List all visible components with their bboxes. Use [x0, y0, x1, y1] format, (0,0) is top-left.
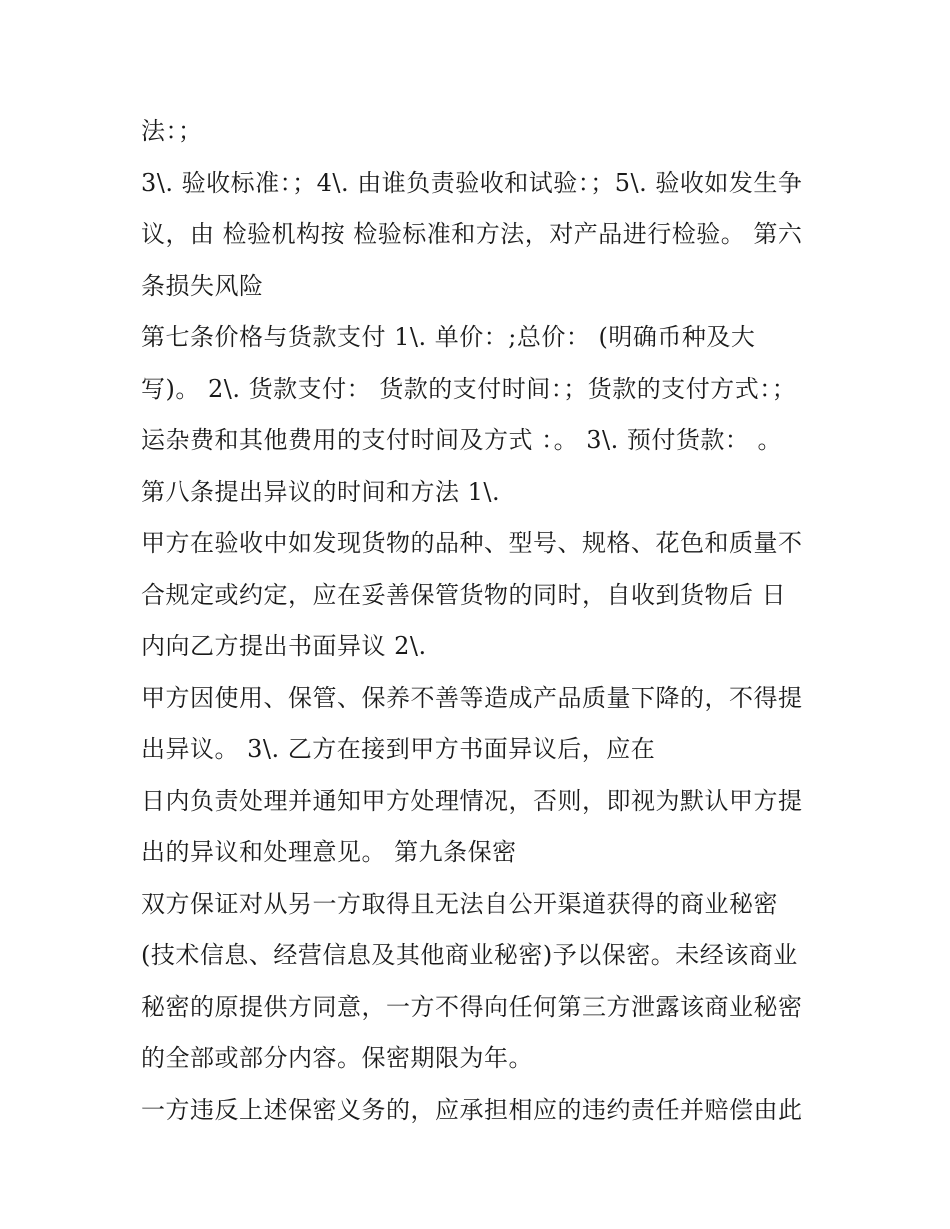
text-line: 法：；	[141, 117, 203, 145]
text-line: 第八条提出异议的时间和方法 1\.	[141, 477, 501, 506]
text-line: 出的异议和处理意见。 第九条保密	[141, 838, 517, 866]
text-line: (技术信息、经营信息及其他商业秘密)予以保密。未经该商业	[141, 941, 798, 969]
text-line: 甲方在验收中如发现货物的品种、型号、规格、花色和质量不	[141, 529, 803, 557]
text-line: 运杂费和其他费用的支付时间及方式 ：。 3\. 预付货款： 。	[141, 426, 782, 454]
text-line: 议，由 检验机构按 检验标准和方法，对产品进行检验。 第六	[141, 220, 803, 248]
text-line: 写)。 2\. 货款支付： 货款的支付时间：；货款的支付方式：；	[141, 374, 797, 403]
text-line: 秘密的原提供方同意，一方不得向任何第三方泄露该商业秘密	[141, 992, 803, 1021]
text-line: 条损失风险	[141, 271, 264, 300]
document-body	[141, 110, 831, 1140]
text-line: 第七条价格与货款支付 1\. 单价：;总价： (明确币种及大	[141, 323, 756, 351]
text-line: 出异议。 3\. 乙方在接到甲方书面异议后，应在	[141, 735, 656, 763]
text-line: 的全部或部分内容。保密期限为年。	[141, 1044, 533, 1072]
text-line: 甲方因使用、保管、保养不善等造成产品质量下降的，不得提	[141, 683, 803, 712]
text-line: 合规定或约定，应在妥善保管货物的同时，自收到货物后 日	[141, 580, 787, 609]
text-line: 日内负责处理并通知甲方处理情况，否则，即视为默认甲方提	[141, 786, 803, 815]
text-line: 内向乙方提出书面异议 2\.	[141, 632, 427, 660]
text-line: 3\. 验收标准：；4\. 由谁负责验收和试验：；5\. 验收如发生争	[141, 168, 803, 197]
text-line: 双方保证对从另一方取得且无法自公开渠道获得的商业秘密	[141, 889, 778, 918]
text-line: 一方违反上述保密义务的，应承担相应的违约责任并赔偿由此	[141, 1095, 803, 1124]
